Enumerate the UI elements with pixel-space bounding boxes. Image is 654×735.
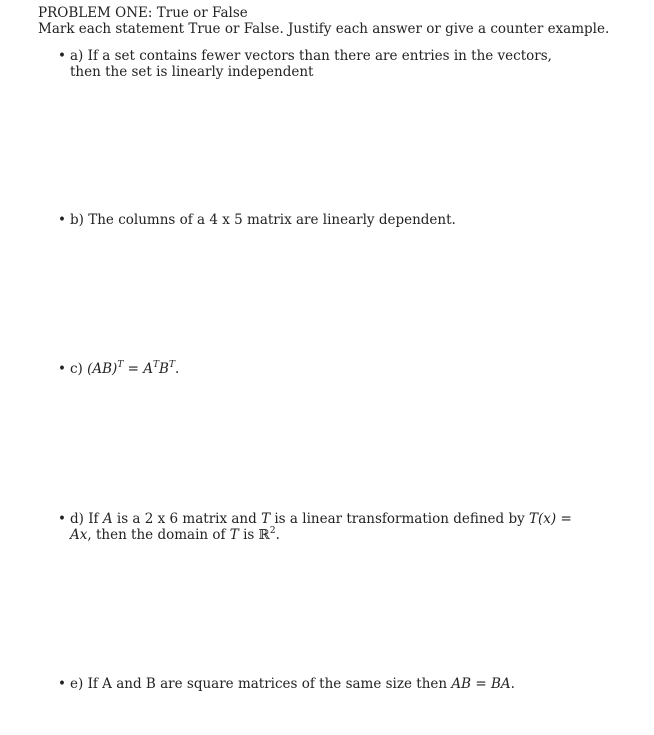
statement-e-text xyxy=(70,676,578,692)
math-sup: T xyxy=(117,359,124,370)
statement-b xyxy=(58,212,578,228)
bullet-icon: • xyxy=(58,212,66,228)
bullet-icon: • xyxy=(58,48,66,64)
math-expr: AB = BA xyxy=(451,676,511,692)
statement-label: b) xyxy=(70,212,84,228)
statement-c xyxy=(58,361,578,377)
text-run: If A and B are square matrices of the same size then xyxy=(87,676,452,692)
math-a: A xyxy=(143,361,154,377)
statement-e xyxy=(58,676,578,692)
statement-d xyxy=(58,511,578,543)
statement-body: If a set contains fewer vectors than there are entries in the vectors, then the set is linearly independent xyxy=(70,48,552,80)
math-eq: = xyxy=(123,361,144,377)
math-sup: T xyxy=(153,359,160,370)
statement-d-text xyxy=(70,511,578,543)
text-run: is xyxy=(238,527,259,543)
text-run: If xyxy=(88,511,103,527)
math-end: . xyxy=(510,676,515,692)
math-var: T xyxy=(261,511,271,527)
statement-a-text xyxy=(70,48,578,80)
math-sup: T xyxy=(168,359,175,370)
math-end: . xyxy=(275,527,280,543)
math-lhs: (AB) xyxy=(87,361,118,377)
statement-label: d) xyxy=(70,511,84,527)
statement-label: c) xyxy=(70,361,83,377)
bullet-icon: • xyxy=(58,676,66,692)
text-run: is a linear transformation defined by xyxy=(270,511,530,527)
math-eq: = xyxy=(556,511,572,527)
bullet-icon: • xyxy=(58,511,66,527)
math-expr: T(x) xyxy=(529,511,557,527)
math-end: . xyxy=(174,361,180,377)
math-reals: ℝ xyxy=(258,527,270,543)
problem-instructions: Mark each statement True or False. Justify each answer or give a counter example. xyxy=(38,21,610,37)
statement-b-text xyxy=(70,212,578,228)
math-var: A xyxy=(102,511,113,527)
text-run: is a 2 x 6 matrix and xyxy=(112,511,262,527)
problem-title: PROBLEM ONE: True or False xyxy=(38,5,248,21)
statement-label: a) xyxy=(70,48,84,64)
math-expr: Ax xyxy=(70,527,88,543)
math-sup: 2 xyxy=(269,525,276,536)
statement-a xyxy=(58,48,578,80)
statement-label: e) xyxy=(70,676,84,692)
text-run: , then the domain of xyxy=(87,527,230,543)
bullet-icon: • xyxy=(58,361,66,377)
math-b: B xyxy=(159,361,169,377)
statement-body: The columns of a 4 x 5 matrix are linearly dependent. xyxy=(88,212,456,228)
math-var: T xyxy=(229,527,239,543)
statement-c-text xyxy=(70,361,578,377)
